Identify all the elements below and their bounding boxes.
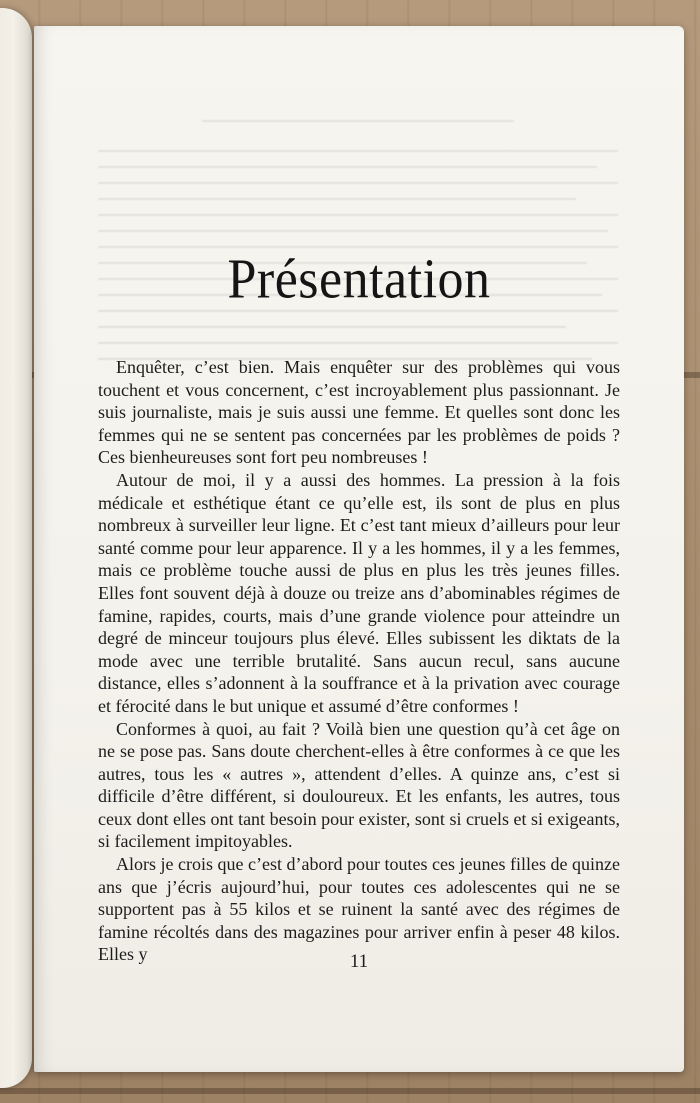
paragraph: Conformes à quoi, au fait ? Voilà bien une question qu’à cet âge on ne se pose pas. Sans doute cherchent-elles à être conformes à ce que les autres, tous les « autres », attendent d’elles. A quinze ans, c’est si difficile d’être différent, si douloureux. Et les enfants, les autres, tous ceux dont elles ont tant besoin pour exister, sont si cruels et si exigeants, si facilement impitoyables. xyxy=(98,718,620,852)
body-text xyxy=(98,356,620,966)
paragraph: Alors je crois que c’est d’abord pour toutes ces jeunes filles de quinze ans que j’écris aujourd’hui, pour toutes ces adolescentes qui ne se supportent pas à 55 kilos et se ruinent la santé avec des régimes de famine récoltés dans des magazines pour arriver enfin à peser 48 kilos. Elles y xyxy=(98,854,620,965)
wood-seam xyxy=(0,1088,700,1094)
page-number: 11 xyxy=(349,951,369,972)
chapter-title: Présentation xyxy=(227,249,491,311)
paragraph: Enquêter, c’est bien. Mais enquêter sur des problèmes qui vous touchent et vous concernent, c’est incroyablement plus passionnant. Je suis journaliste, mais je suis aussi une femme. Et quelles sont donc les femmes qui ne se sentent pas concernées par les problèmes de poids ? Ces bienheureuses sont fort peu nombreuses ! xyxy=(98,357,620,468)
paragraph: Autour de moi, il y a aussi des hommes. La pression à la fois médicale et esthétique étant ce qu’elle est, ils sont de plus en plus nombreux à surveiller leur ligne. Et c’est tant mieux d’ailleurs pour leur santé comme pour leur apparence. Il y a les hommes, il y a les femmes, mais ce problème touche aussi de plus en plus les très jeunes filles. Elles font souvent déjà à douze ou treize ans d’abominables régimes de famine, rapides, courts, mais d’une grande violence pour atteindre un degré de minceur toujours plus élevé. Elles subissent les diktats de la mode avec une terrible brutalité. Sans aucun recul, sans aucune distance, elles s’adonnent à la souffrance et à la privation avec courage et férocité dans le but unique et assumé d’être conformes ! xyxy=(98,469,620,716)
facing-page-edge xyxy=(0,8,32,1088)
book-page xyxy=(34,26,684,1072)
